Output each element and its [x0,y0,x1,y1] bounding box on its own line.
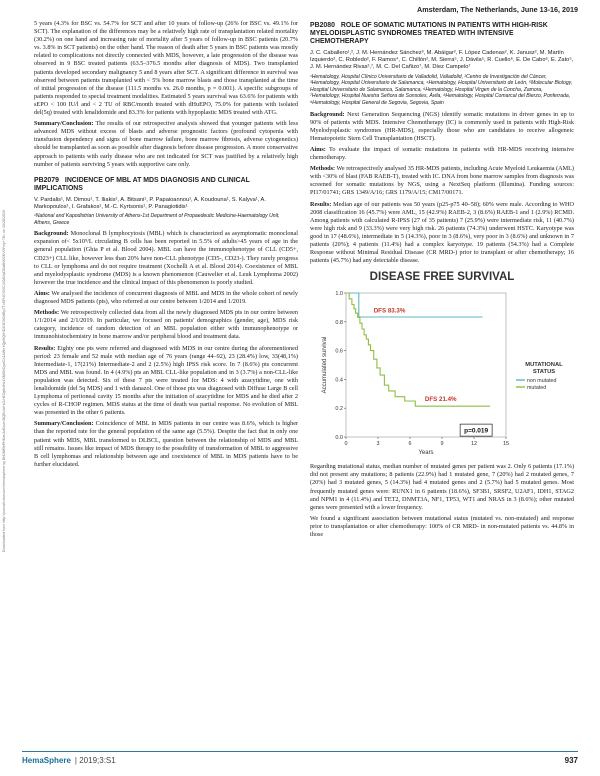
x-tick-label: 3 [376,441,380,448]
y-axis-label: Accumulated survival [322,336,328,394]
issue-label: | 2019;3:S1 [74,756,116,765]
y-tick-label: 0.2 [335,406,343,413]
series-annotation: DFS 83.3% [373,307,406,315]
survival-curve-mutated [346,293,490,406]
dfs-figure [310,271,574,457]
methods-paragraph: Methods: We retrospectively analysed 35 HR-MDS patients, including Acute Myeloid Leukaemia (AML) with <30% of blast (FAB RAEB-T), treated with IC. DNA from bone marrow samples from diagnosis was screened for somatic mutations by NGS, using a NextSeq platform (Illumina). Funding sources: PI17/01741; GRS 1349/A/16; GRS 1179/A/15; CM17/00171. [310,165,574,197]
x-tick-label: 0 [344,441,348,448]
legend-entry: non mutated [527,378,557,385]
plot-frame [346,293,506,437]
association-paragraph: We found a significant association between mutational status (mutated vs. non-mutated) and response prior to transplantation or after chemotherapy: 100% of CR MRD- in non-mutated patients vs. 44.8% in those [310,514,574,539]
summary-paragraph: Summary/Conclusion: Coincidence of MBL in MDS patients in our centre was 8.6%, which is higher than the reported rate for the general population of the same age (5.5%). Despite the fact that in only one patient with MDS, MBL transformed to DLBCL, question between the relationship of MDS and MBL still remains. Issues like impact of MDS therapy to the possibility of transformation of MBL to aggressive B cell lymphomas and relationship between age and coexistence of MBL in MDS patients have to be further elucidated. [34,420,298,468]
series-annotation: DFS 21.4% [424,396,457,404]
legend-title: MUTATIONAL [525,362,563,369]
download-sidenote: Downloaded from http://journals.lww.com/hemasphere by BhDMf5ePHKav1zEoum1tQfN4a+kJLhEZgbsIHo4XMi0hCywCX1AWnYQp/IlQrHD3i3D0OdRyi7TvSFl4Cf3VC4/OAVpDDa8KKGKV0Ymy+78= on 10/28/2019 [2,210,6,553]
results-paragraph: Results: Eighty one pts were referred and diagnosed with MDS in our centre during the aforementioned period: 23 female and 52 male with median age of 76 years (range 44–92), 23 (28.4%) low, 33(48,1%) Intermediate-1, 17(21%) Intermediate-2 and 2 (2.5%) high IPSS risk score. In 7 (8.6%) pts concurrent MDS and MBL was found. In 4 (4.9%) pts an MBL CLL-like population and in 3 (3.7%) a non-CLL-like population was detected. Six of these 7 pts were treated for MDS: 4 with azacytidine, one with lenalidomide (del 5q MDS) and 1 with danazol. One of those pts was diagnosed with Diffuse Large B cell Lymphoma of peritoneal cavity 15 months after the initiation of azacytidine for MDS and he died after 2 cycles of R-CHOP regimen. MDS status at the time of death was partial response. No evolution of MBL was presented in the other 6 patients. [34,344,298,417]
affiliation: ¹National and Kapodistrian University of Athens-1st Department of Propaedeutic Medicine-Haematology Unit, Athens, Greece [34,213,280,226]
x-tick-label: 9 [440,441,444,448]
results-paragraph: Results: Median age of our patients was 50 years (p25-p75 40–58); 60% were male. According to WHO 2008 classification 16 (45.7%) were AML, 15 (42.9%) RAEB-2, 3 (8.6%) RAEB-1 and 1 (2.9%) RCMD. Among patients with calculated R-IPSS (27 of 35 patients) 7 (25.9%) were intermediate risk, 11 (40.7%) were high risk and 9 (33.3%) were very high risk. 26 patients (74.3%) underwent HSTC. Karyotype was good in 17 (48.6%), intermediate in 5 (14.3%), poor in 3 (8.6%), very poor in 3 (8.6%) and unknown in 7 patients (20%); 4 patients (11.4%) had a complex karyotype. 19 patients (54.3%) had a Complete Response without Minimal Residual Disease (CR MRD-) prior to transplant or after chemotherapy; 16 patients (45.7%) had any detectable disease. [310,200,574,265]
x-tick-label: 12 [470,441,478,448]
y-tick-label: 0.8 [335,320,343,327]
author-list: V. Pardalis¹, M. Dimou¹, T. Iliakis¹, A. Bitsani¹, P. Papaioannou¹, A. Koudouna¹, S. Kalyva¹, A. Markopoulos¹, I. Grafakos¹, M.-C. Kyrtsonis¹, P. Panagiotidis¹ [34,196,266,210]
footer-journal [22,756,116,765]
y-tick-label: 0.4 [335,377,343,384]
summary-conclusion-paragraph: Summary/Conclusion: The results of our retrospective analysis showed that younger patients with less advanced MDS without excess of blasts and adverse prognostic factors (profound cytopenia with transfusion dependency and signs of bone marrow failure, bone marrow fibrosis, adverse cytogenetics) should be transplanted as soon as possible after diagnosis before disease progression. A more conservative approach to patients with early disease who are not indicated for SCT was justified by a relatively high number of patients surviving 5 years with supportive care only. [34,120,298,168]
page-number: 937 [564,756,578,765]
continued-results-paragraph: 5 years (4.3% for BSC vs. 54.7% for SCT and after 10 years of follow-up (26% for BSC vs. 49.1% for SCT). The explanation of the differences may be a relatively high rate of transplantation related mortality (30.2%) on one hand and increasing rate of mortality after 5 years of follow-up in BSC patients (20.7% vs. 3.8% in SCT patients) on the other hand. The reason of death after 5 years in BSC patients was mostly related to complications not directly connected with MDS, however, a late progression of the disease was observed in 9 BSC treated patients (63.5–376.5 months after diagnosis of MDS). Two transplanted patients developed secondary malignancy 5 and 8 years after SCT. A significant difference in survival was observed between patients transplanted with < 5% bone marrow blasts and those transplanted at the time of initial progression of the disease (111.5 months vs. 26.0 months, p = 0.001). A specific subgroups of patients responded to special treatment modalities. Estimated 5 years survival was 63.6% for patients with sEPO < 100 IU/l and < 2 TU of RBC/month treated with dHuEPO, 75.0% for patients with isolated del(5q) treated with lenalidomide and 83.3% for patients with hypoplastic MDS treated with ATG. [34,20,298,117]
x-tick-label: 15 [502,441,510,448]
methods-paragraph: Methods: We retrospectively collected data from all the newly diagnosed MDS pts in our centre between 1/1/2014 and 2/1/2019. In particular, we focused on patients' demographics (gender, age), MDS risk category, incidence of random detection of an MBL population either with immunophenotype or immunohistochemistry in bone marrow and/or peripheral blood and treatment data. [34,309,298,341]
left-column [34,20,298,472]
footer-rule [22,751,578,752]
journal-logo-text: HemaSphere [22,756,71,765]
mutational-status-paragraph: Regarding mutational status, median number of mutated genes per patient was 2. Only 6 patients (17.1%) did not present any mutations; 8 patients (22.9%) had 1 mutated gene, 7 (20%) had 2 mutated genes, 7 (20%) had 3 mutated genes, 5 (14.3%) had 4 mutated genes and 2 (5.7%) had 5 mutated genes. Most frequently mutated genes were: RUNX1 in 6 patients (18.6%), SF3B1, SRSF2, U2AF1, IDH1, STAG2 and NPM1 in 4 (11.4%) and TET2, DNMT3A, NF1, TP53, WT1 and NRAS in 3 (8.6%); other mutated genes were presented with a lower frequency. [310,463,574,511]
y-tick-label: 0.6 [335,348,343,355]
p-value-label: p=0.019 [464,427,489,435]
kaplan-meier-chart [310,271,574,457]
legend-entry: mutated [527,385,547,392]
chart-title: DISEASE FREE SURVIVAL [369,271,515,284]
y-tick-label: 1.0 [335,291,343,298]
aims-paragraph: Aims: To evaluate the impact of somatic mutations in patients with HR-MDS receiving intensive chemotherapy. [310,145,574,162]
abstract-title-pb2080: PB2080 ROLE OF SOMATIC MUTATIONS IN PATIENTS WITH HIGH-RISK MYELODISPLASTIC SYNDROMES TREATED WITH INTENSIVE CHEMOTHERAPY [310,22,548,45]
page-header-location: Amsterdam, The Netherlands, June 13-16, 2019 [417,5,578,14]
background-paragraph: Background: Monoclonal B lymphocytosis (MBL) which is characterized as asymptomatic monoclonal expansion of< 5x10⁹/L circulating B cells has been reported in 5.5% of adults>45 years of age in the general population (Ghia P et al. Blood 2004). MBL can have the immunophenotype of CLL (CD5+, CD23+) CLL like, however less than 20% have non-CLL phenotype (CD5-, CD23-). They rarely progress to CLL or lymphoma and do not require treatment (Xochelli A et al. Blood 2014). Coexistence of MBL and myelodysplastic syndrome (MDS) is a known phenomenon (Cauwelier et al. Leuk Lymphoma 2002) however the true incidence and the clinical impact of this phenomenon is poorly studied. [34,230,298,286]
survival-curve-non-mutated [346,293,483,317]
aims-paragraph: Aims: We analysed the incidence of concurrent diagnosis of MBL and MDS in the whole cohort of newly diagnosed MDS patients (pts), who referred at our centre between 1/2014 and 1/2019. [34,289,298,306]
background-paragraph: Background: Next Generation Sequencing (NGS) identify somatic mutations in driver genes in up to 90% of patients with MDS. Intensive Chemotherapy (IC) is commonly used in patients with High-Risk Myelodysplastic syndromes (HR-MDS), especially those who are candidates to receive allogeneic Hematopoietic Stem Cell Transplantation (HSCT). [310,110,574,142]
right-column [310,20,574,542]
x-axis-label: Years [418,450,434,457]
y-tick-label: 0.0 [335,435,343,442]
x-tick-label: 6 [408,441,412,448]
legend-title: STATUS [532,369,556,376]
abstract-title-pb2079: PB2079 INCIDENCE OF MBL AT MDS DIAGNOSIS AND CLINICAL IMPLICATIONS [34,176,250,192]
author-list: J. C. Caballero¹,², J. M. Hernández Sánchez³, M. Abáigar², F. López Cadenas², K. Janusz², M. Martín Izquierdo², C. Robledo², F. Ramos⁴, C. Chillón², M. Sierra⁵, J. Dávila⁵, R. Cuello⁶, E. De Cabo⁶, E. Zato⁵, J. M. Hernández Rivas²,⁷, M. C. Del Cañizo⁷, M. Díez Campelo⁷ [310,50,574,71]
affiliation: ¹Hematology, Hospital Clínico Universitario de Valladolid, Valladolid, ²Centro de Investigación del Cáncer, ³Hematology, Hospital Universitario de Salamanca, ⁴Hematology, Hospital Universitario de León, ⁵Molecular Biology, Hospital Universitario de Salamanca, Salamanca, ⁶Hematology, Hospital Virgen de la Concha, Zamora, ⁷Hematology, Hospital Nuestra Señora de Sonsoles, Ávila, ⁸Hematology, Hospital Comarcal del Bierzo, Ponferrada, ⁹Hematology, Hospital General de Segovia, Segovia, Spain [310,73,573,106]
